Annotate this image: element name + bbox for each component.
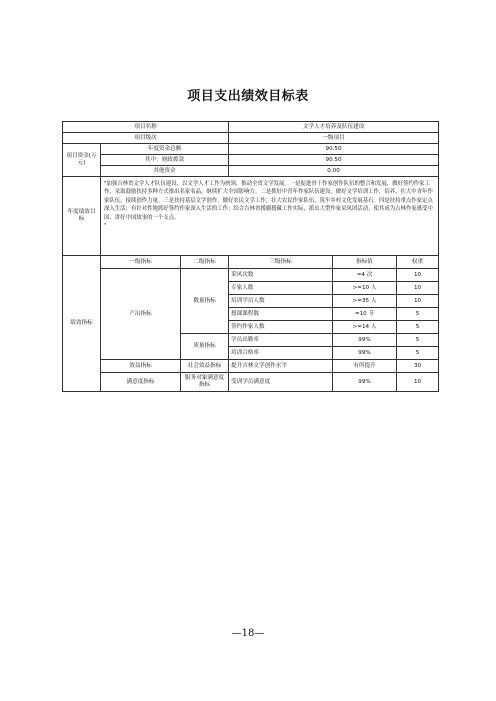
header-cell: 指标值 — [333, 256, 397, 269]
indicator-name: 受训学员满意度 — [229, 373, 333, 392]
goal-end-quote: " — [104, 222, 107, 229]
goal-cell — [101, 177, 439, 256]
table-row — [63, 360, 439, 373]
indicator-weight: 5 — [397, 321, 439, 334]
table-row — [63, 269, 439, 282]
project-level-label: 项目级次 — [63, 133, 229, 144]
indicator-label: 绩效指标 — [63, 256, 101, 392]
indicator-weight: 5 — [397, 347, 439, 360]
indicator-name: 专家人数 — [229, 282, 333, 295]
indicator-weight: 5 — [397, 334, 439, 347]
indicator-weight: 30 — [397, 360, 439, 373]
funds-item-value: 90.50 — [229, 144, 439, 155]
indicator-header-row — [63, 256, 439, 269]
goal-text: "加强吉林省文学人才队伍建设，以文学人才工作为统领，推动全省文学发展。一是促进骨干作家创作队伍的整合和发展，做好签约作家工作，采取鼓励扶持多种方式推出名家名品，继续扩大全国影响力。二是抓好中青年作家队伍建设，做好文学培训工作，培养、壮大中青年作家队伍，接续创作力量。三是扶持基层文学创作，做好农民文学工作，壮大农民作家队伍，筑牢乡村文化发展基石。四是扶持重点作家定点深入生活；有针对性地抓好签约作家深入生活的工作；结合吉林省援疆援藏工作实际，派出大型作家采风团活动，使其成为吉林作家感受中国、讲好中国故事的一个支点。 — [104, 181, 433, 221]
header-cell: 三级指标 — [229, 256, 333, 269]
indicator-name: 培训合格率 — [229, 347, 333, 360]
funds-item-value: 0.00 — [229, 166, 439, 177]
funds-item-label: 其中：财政拨款 — [101, 155, 229, 166]
funds-row — [63, 166, 439, 177]
project-name-row — [63, 122, 439, 133]
funds-item-label: 其他资金 — [101, 166, 229, 177]
indicator-value: >=14 人 — [333, 321, 397, 334]
indicator-weight: 5 — [397, 308, 439, 321]
indicator-value: 99% — [333, 373, 397, 392]
indicator-value: >=35 人 — [333, 295, 397, 308]
indicator-name: 采风次数 — [229, 269, 333, 282]
indicator-value: =4 次 — [333, 269, 397, 282]
funds-label: 项目资金(万元) — [63, 144, 101, 177]
indicator-weight: 10 — [397, 282, 439, 295]
funds-row — [63, 144, 439, 155]
quantity-label: 数量指标 — [181, 269, 229, 334]
indicator-value: 99% — [333, 347, 397, 360]
indicator-weight: 10 — [397, 295, 439, 308]
indicator-name: 培训学员人数 — [229, 295, 333, 308]
page-title: 项目支出绩效目标表 — [187, 89, 309, 104]
performance-table — [62, 121, 439, 392]
satisfaction-l2: 服务对象满意度指标 — [181, 373, 229, 392]
indicator-name: 提升吉林文学创作水平 — [229, 360, 333, 373]
header-cell: 权重 — [397, 256, 439, 269]
project-level-value: 一级项目 — [229, 133, 439, 144]
header-cell: 二级指标 — [181, 256, 229, 269]
funds-row — [63, 155, 439, 166]
indicator-name: 学员出勤率 — [229, 334, 333, 347]
funds-item-value: 90.50 — [229, 155, 439, 166]
project-name-label: 项目名称 — [63, 122, 229, 133]
page-number: —18— — [231, 628, 265, 639]
satisfaction-l1: 满意度指标 — [101, 373, 181, 392]
quality-label: 质量指标 — [181, 334, 229, 360]
project-level-row — [63, 133, 439, 144]
indicator-value: >=10 人 — [333, 282, 397, 295]
project-name-value: 文学人才培养及队伍建设 — [229, 122, 439, 133]
indicator-weight: 10 — [397, 269, 439, 282]
indicator-weight: 10 — [397, 373, 439, 392]
indicator-value: 99% — [333, 334, 397, 347]
indicator-value: 有所提升 — [333, 360, 397, 373]
output-label: 产出指标 — [101, 269, 181, 360]
indicator-value: =10 节 — [333, 308, 397, 321]
header-cell: 一级指标 — [101, 256, 181, 269]
benefit-l1: 效益指标 — [101, 360, 181, 373]
goal-row — [63, 177, 439, 256]
goal-label: 年度绩效目标 — [63, 177, 101, 256]
benefit-l2: 社会效益指标 — [181, 360, 229, 373]
indicator-name: 授课课程数 — [229, 308, 333, 321]
funds-item-label: 年度资金总额 — [101, 144, 229, 155]
indicator-name: 签约作家人数 — [229, 321, 333, 334]
table-row — [63, 373, 439, 392]
